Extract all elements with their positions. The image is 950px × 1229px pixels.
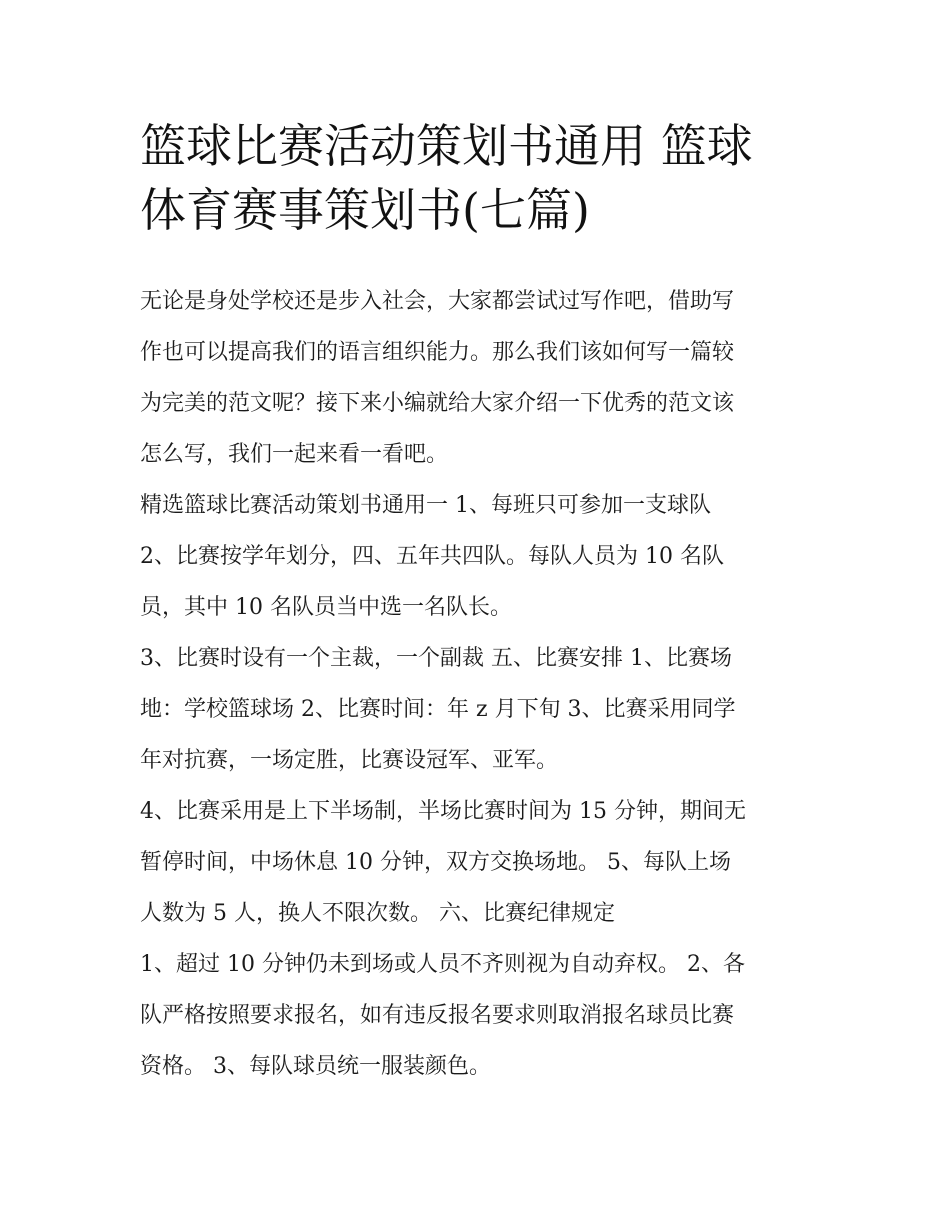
text-line: 资格。 3、每队球员统一服装颜色。 xyxy=(140,1054,491,1079)
text-line: 怎么写，我们一起来看一看吧。 xyxy=(140,442,449,467)
text-line: 暂停时间，中场休息 10 分钟，双方交换场地。 5、每队上场 xyxy=(140,850,731,875)
paragraph-rule-1 xyxy=(140,480,830,531)
text-line: 员，其中 10 名队员当中选一名队长。 xyxy=(140,595,512,620)
paragraph-rule-3 xyxy=(140,633,830,786)
text-line: 人数为 5 人，换人不限次数。 六、比赛纪律规定 xyxy=(140,901,615,926)
title-line: 体育赛事策划书(七篇) xyxy=(140,183,590,237)
text-line: 年对抗赛，一场定胜，比赛设冠军、亚军。 xyxy=(140,748,559,773)
paragraph-rule-2 xyxy=(140,531,830,633)
text-line: 4、比赛采用是上下半场制，半场比赛时间为 15 分钟，期间无 xyxy=(140,799,746,824)
text-line: 作也可以提高我们的语言组织能力。那么我们该如何写一篇较 xyxy=(140,340,735,365)
text-line: 无论是身处学校还是步入社会，大家都尝试过写作吧，借助写 xyxy=(140,289,735,314)
paragraph-intro xyxy=(140,276,830,480)
text-line: 为完美的范文呢？接下来小编就给大家介绍一下优秀的范文该 xyxy=(140,391,735,416)
text-line: 精选篮球比赛活动策划书通用一 1、每班只可参加一支球队 xyxy=(140,493,711,518)
text-line: 队严格按照要求报名，如有违反报名要求则取消报名球员比赛 xyxy=(140,1003,735,1028)
paragraph-rule-4 xyxy=(140,786,830,939)
title-line: 篮球比赛活动策划书通用 篮球 xyxy=(140,119,753,173)
paragraph-discipline xyxy=(140,939,830,1092)
document-title xyxy=(140,114,830,242)
text-line: 3、比赛时设有一个主裁，一个副裁 五、比赛安排 1、比赛场 xyxy=(140,646,732,671)
document-body xyxy=(140,276,830,1092)
text-line: 地：学校篮球场 2、比赛时间：年 z 月下旬 3、比赛采用同学 xyxy=(140,697,736,722)
text-line: 1、超过 10 分钟仍未到场或人员不齐则视为自动弃权。 2、各 xyxy=(140,952,745,977)
text-line: 2、比赛按学年划分，四、五年共四队。每队人员为 10 名队 xyxy=(140,544,724,569)
